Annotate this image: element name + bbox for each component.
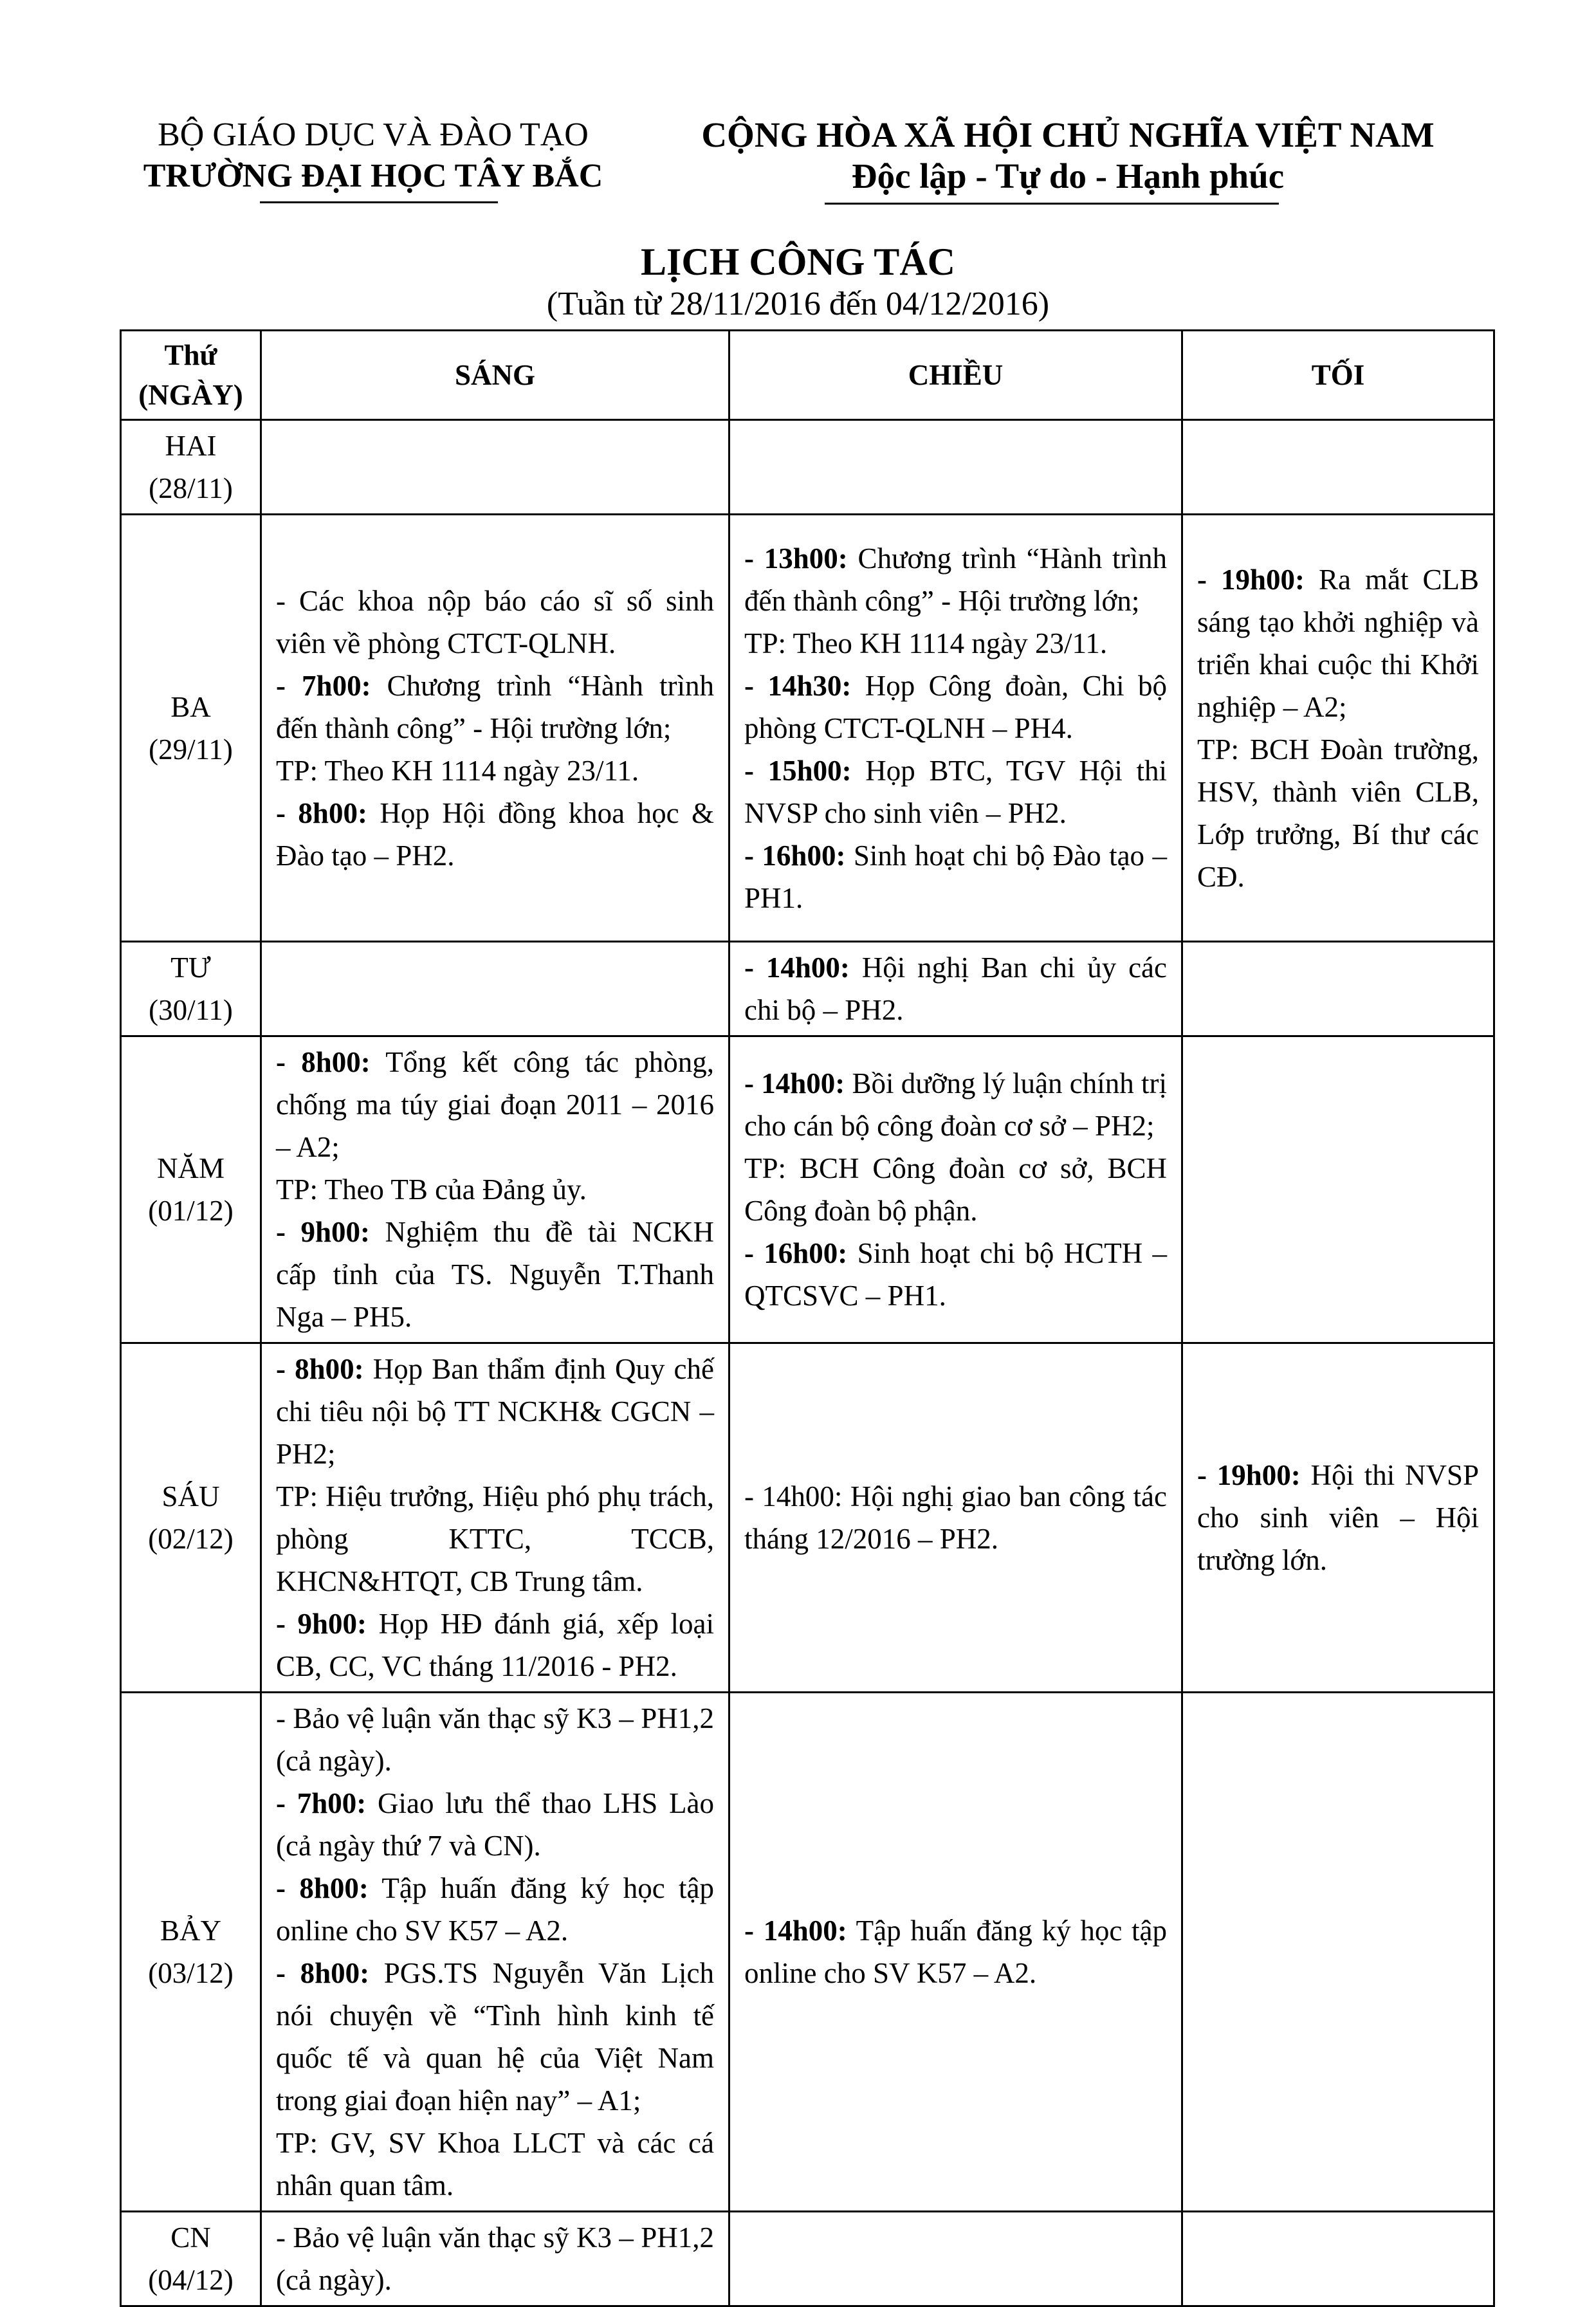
org-header [129,115,618,197]
table-header-row [121,331,1494,420]
schedule-entry [1197,728,1479,898]
schedule-entry [1197,1454,1479,1581]
entry-text: Chương trình “Hành trình đến thành công” - Hội trường lớn; [276,669,715,744]
ministry-name: BỘ GIÁO DỤC VÀ ĐÀO TẠO [158,116,589,153]
schedule-entry [276,749,714,792]
evening-cell [1182,2212,1494,2306]
morning-cell [261,515,729,942]
entry-text: Tập huấn đăng ký học tập online cho SV K57 – A2. [276,1872,715,1947]
entry-text: - Bảo vệ luận văn thạc sỹ K3 – PH1,2 (cả ngày). [276,1702,714,1777]
afternoon-cell [729,420,1182,515]
schedule-entry [744,1062,1167,1147]
university-underline [260,201,498,203]
entry-time: - 8h00: [276,796,367,829]
afternoon-cell [729,1343,1182,1693]
morning-cell [261,420,729,515]
national-header [669,115,1467,197]
entry-text: Chương trình “Hành trình đến thành công” - Hội trường lớn; [744,542,1168,617]
evening-cell [1182,942,1494,1036]
entry-text: Hội thi NVSP cho sinh viên – Hội trường lớn. [1197,1459,1479,1576]
schedule-entry [744,749,1167,834]
evening-cell [1182,420,1494,515]
table-row [121,2212,1494,2306]
entry-time: - 7h00: [276,1787,367,1819]
entry-time: - 19h00: [1197,563,1305,596]
schedule-entry [744,946,1167,1031]
entry-text: Hội nghị Ban chi ủy các chi bộ – PH2. [744,951,1167,1026]
day-date: (03/12) [148,1957,234,1989]
entry-text: Giao lưu thể thao LHS Lào (cả ngày thứ 7 và CN). [276,1787,714,1862]
schedule-table [120,329,1495,2307]
header-day: Thứ (NGÀY) [121,331,261,420]
entry-text: TP: GV, SV Khoa LLCT và các cá nhân quan tâm. [276,2127,714,2201]
table-row [121,1693,1494,2212]
entry-text: PGS.TS Nguyễn Văn Lịch nói chuyện về “Tình hình kinh tế quốc tế và quan hệ của Việt Nam trong giai đoạn hiện nay” – A1; [276,1957,714,2117]
table-row [121,420,1494,515]
day-date: (04/12) [148,2264,234,2296]
schedule-entry [744,1147,1167,1232]
schedule-entry [276,1697,714,1782]
morning-cell [261,1343,729,1693]
schedule-entry [744,1232,1167,1317]
entry-text: Bồi dưỡng lý luận chính trị cho cán bộ công đoàn cơ sở – PH2; [744,1067,1167,1142]
entry-text: TP: BCH Công đoàn cơ sở, BCH Công đoàn bộ phận. [744,1152,1167,1227]
evening-cell [1182,515,1494,942]
day-date: (01/12) [148,1195,234,1227]
afternoon-cell [729,1036,1182,1343]
morning-cell [261,2212,729,2306]
entry-time: - 8h00: [276,1353,364,1385]
schedule-entry [1197,558,1479,728]
header-morning: SÁNG [261,331,729,420]
table-row [121,1343,1494,1693]
schedule-entry [744,1475,1167,1560]
day-cell [121,942,261,1036]
table-row [121,942,1494,1036]
day-date: (28/11) [149,472,233,504]
schedule-entry [276,1168,714,1211]
entry-time: - 8h00: [276,1872,369,1904]
document-subtitle: (Tuần từ 28/11/2016 đến 04/12/2016) [546,286,1050,322]
entry-text: Sinh hoạt chi bộ Đào tạo – PH1. [744,839,1167,914]
schedule-entry [276,2216,714,2301]
university-name: TRƯỜNG ĐẠI HỌC TÂY BẮC [143,158,603,194]
entry-text: Sinh hoạt chi bộ HCTH – QTCSVC – PH1. [744,1237,1168,1312]
day-date: (29/11) [149,733,233,766]
entry-time: - 14h00: [744,1067,845,1099]
entry-time: - 13h00: [744,542,848,574]
entry-text: Họp Công đoàn, Chi bộ phòng CTCT-QLNH – PH4. [744,669,1167,744]
entry-text: Họp Hội đồng khoa học & Đào tạo – PH2. [276,796,714,872]
day-name: SÁU [161,1480,220,1512]
schedule-entry [276,580,714,665]
day-date: (30/11) [149,994,233,1026]
schedule-entry [276,1041,714,1168]
evening-cell [1182,1693,1494,2212]
day-cell [121,1693,261,2212]
schedule-entry [276,665,714,749]
schedule-entry [276,1348,714,1475]
entry-text: TP: Theo TB của Đảng ủy. [276,1173,587,1206]
evening-cell [1182,1343,1494,1693]
entry-text: Nghiệm thu đề tài NCKH cấp tỉnh của TS. Nguyễn T.Thanh Nga – PH5. [276,1216,715,1333]
schedule-entry [276,1603,714,1687]
document-title: LỊCH CÔNG TÁC [641,241,955,283]
schedule-entry [276,1952,714,2122]
entry-text: TP: Theo KH 1114 ngày 23/11. [744,627,1108,659]
afternoon-cell [729,1693,1182,2212]
morning-cell [261,1693,729,2212]
day-date: (02/12) [148,1523,234,1555]
entry-text: Họp HĐ đánh giá, xếp loại CB, CC, VC tháng 11/2016 - PH2. [276,1608,714,1682]
national-motto: Độc lập - Tự do - Hạnh phúc [851,156,1285,196]
entry-text: TP: Hiệu trưởng, Hiệu phó phụ trách, phòng KTTC, TCCB, KHCN&HTQT, CB Trung tâm. [276,1480,714,1597]
day-name: CN [170,2221,211,2254]
entry-text: Họp Ban thẩm định Quy chế chi tiêu nội bộ TT NCKH& CGCN – PH2; [276,1353,714,1470]
entry-time: - 14h00: [744,951,850,984]
entry-time: - 9h00: [276,1608,367,1640]
schedule-entry [276,1782,714,1867]
schedule-entry [744,665,1167,749]
entry-time: - 15h00: [744,754,852,787]
day-cell [121,2212,261,2306]
table-row [121,1036,1494,1343]
schedule-entry [744,834,1167,919]
day-name: BA [170,690,211,723]
afternoon-cell [729,942,1182,1036]
entry-text: Họp BTC, TGV Hội thi NVSP cho sinh viên – PH2. [744,754,1167,829]
day-name: TƯ [170,951,211,984]
day-cell [121,1343,261,1693]
header-evening: TỐI [1182,331,1494,420]
schedule-entry [276,2122,714,2207]
table-row [121,515,1494,942]
schedule-entry [276,1475,714,1603]
entry-time: - 19h00: [1197,1459,1301,1491]
day-name: HAI [165,430,217,462]
entry-time: - 8h00: [276,1046,371,1078]
entry-text: Ra mắt CLB sáng tạo khởi nghiệp và triển khai cuộc thi Khởi nghiệp – A2; [1197,563,1480,723]
afternoon-cell [729,515,1182,942]
header-afternoon: CHIỀU [729,331,1182,420]
entry-time: - 14h30: [744,669,852,702]
entry-text: - Các khoa nộp báo cáo sĩ số sinh viên về phòng CTCT-QLNH. [276,584,714,659]
morning-cell [261,1036,729,1343]
entry-time: - 8h00: [276,1957,370,1989]
day-cell [121,1036,261,1343]
morning-cell [261,942,729,1036]
schedule-entry [276,1211,714,1338]
entry-text: Tập huấn đăng ký học tập online cho SV K57 – A2. [744,1915,1168,1989]
afternoon-cell [729,2212,1182,2306]
country-name: CỘNG HÒA XÃ HỘI CHỦ NGHĨA VIỆT NAM [701,115,1435,154]
schedule-entry [276,1867,714,1952]
day-name: BẢY [160,1915,221,1947]
evening-cell [1182,1036,1494,1343]
schedule-entry [744,537,1167,622]
entry-time: - 16h00: [744,839,846,872]
entry-time: - 9h00: [276,1216,371,1248]
schedule-entry [744,622,1167,665]
entry-time: - 16h00: [744,1237,848,1269]
entry-text: - Bảo vệ luận văn thạc sỹ K3 – PH1,2 (cả ngày). [276,2221,714,2296]
entry-text: Tổng kết công tác phòng, chống ma túy giai đoạn 2011 – 2016 – A2; [276,1046,714,1163]
day-name: NĂM [156,1152,225,1184]
entry-text: TP: Theo KH 1114 ngày 23/11. [276,754,639,787]
entry-time: - 14h00: [744,1915,847,1947]
entry-text: TP: BCH Đoàn trường, HSV, thành viên CLB, Lớp trưởng, Bí thư các CĐ. [1197,733,1479,893]
schedule-entry [744,1909,1167,1994]
day-cell [121,515,261,942]
day-cell [121,420,261,515]
entry-time: - 7h00: [276,669,371,702]
entry-text: - 14h00: Hội nghị giao ban công tác tháng 12/2016 – PH2. [744,1480,1167,1555]
motto-underline [825,203,1279,205]
schedule-entry [276,792,714,877]
